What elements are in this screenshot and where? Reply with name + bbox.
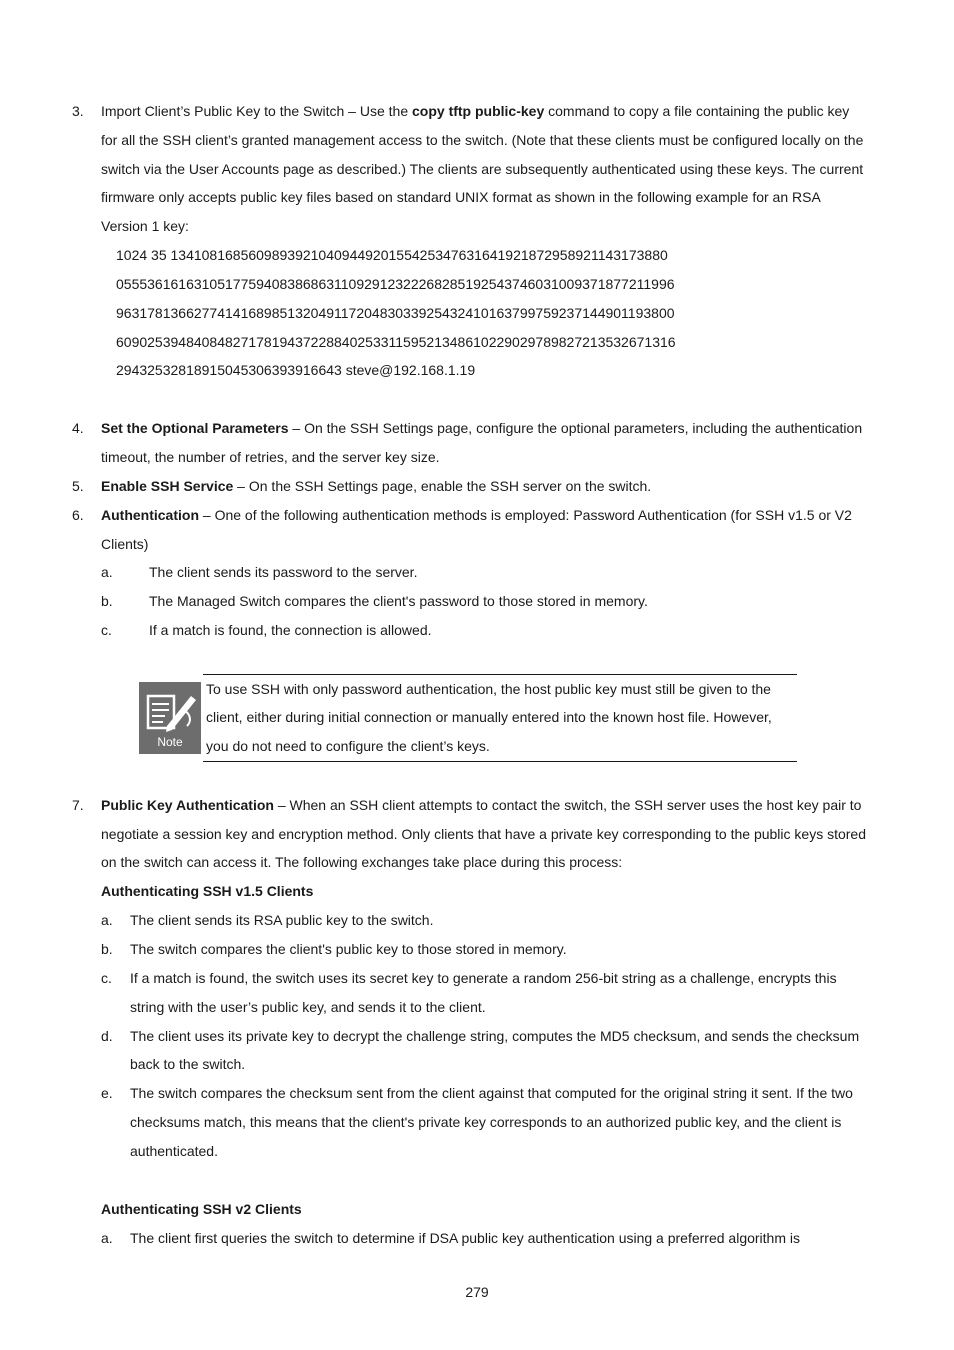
list-letter: c. [101,970,112,986]
list-number: 4. [72,420,84,436]
section-heading: Authenticating SSH v2 Clients [101,1201,302,1217]
list-item: The client sends its password to the server. [149,564,418,580]
step3-line2: for all the SSH client’s granted management access to the switch. (Note that these clients must be configured locally on the [101,132,864,148]
note-top-rule [203,674,797,675]
list-item: The client sends its RSA public key to the switch. [130,912,434,928]
note-bottom-rule [203,761,797,762]
step7-line2: negotiate a session key and encryption method. Only clients that have a private key corresponding to the public keys stored [101,826,866,842]
step5-line1: Enable SSH Service – On the SSH Settings page, enable the SSH server on the switch. [101,478,652,494]
list-item: The Managed Switch compares the client's password to those stored in memory. [149,593,648,609]
note-text: client, either during initial connection or manually entered into the known host file. However, [206,709,772,725]
command-name: copy tftp public-key [412,103,545,119]
list-letter: b. [101,941,113,957]
public-key-line: 29432532818915045306393916643 steve@192.168.1.19 [116,362,476,378]
list-item-continued: checksums match, this means that the client's private key corresponds to an authorized public key, and the client is [130,1114,842,1130]
list-item: If a match is found, the connection is allowed. [149,622,432,638]
public-key-line: 0555361616310517759408386863110929123222682851925437460310093718772119​96 [116,276,675,292]
step3-line5: Version 1 key: [101,218,189,234]
note-text: you do not need to configure the client’s keys. [206,738,490,754]
list-letter: a. [101,564,113,580]
list-item-continued: authenticated. [130,1143,218,1159]
list-item: The switch compares the checksum sent from the client against that computed for the original string it sent. If the two [130,1085,853,1101]
list-number: 5. [72,478,84,494]
step7-line1: Public Key Authentication – When an SSH client attempts to contact the switch, the SSH server uses the host key pair to [101,797,862,813]
public-key-line: 1024 35 134108168560989392104094492015542534763164192187295892114317388​0 [116,247,668,263]
list-letter: d. [101,1028,113,1044]
list-letter: c. [101,622,112,638]
list-letter: a. [101,1230,113,1246]
step6-line2: Clients) [101,536,149,552]
list-item: The client uses its private key to decrypt the challenge string, computes the MD5 checksum, and sends the checksum [130,1028,860,1044]
page-number: 279 [465,1284,489,1300]
step7-line3: on the switch can access it. The following exchanges take place during this process: [101,854,623,870]
step3-line1: Import Client’s Public Key to the Switch – Use the copy tftp public-key command to copy a file containing the public key [101,103,850,119]
list-item: The switch compares the client's public key to those stored in memory. [130,941,567,957]
note-icon [139,682,201,754]
step6-line1: Authentication – One of the following authentication methods is employed: Password Authentication (for SSH v1.5 or V2 [101,507,852,523]
step3-line3: switch via the User Accounts page as described.) The clients are subsequently authenticated using these keys. The current [101,161,864,177]
note-text: To use SSH with only password authentication, the host public key must still be given to the [206,681,771,697]
step4-line2: timeout, the number of retries, and the server key size. [101,449,440,465]
section-heading: Authenticating SSH v1.5 Clients [101,883,314,899]
list-item: If a match is found, the switch uses its secret key to generate a random 256-bit string as a challenge, encrypts this [130,970,837,986]
list-item: The client first queries the switch to determine if DSA public key authentication using a preferred algorithm is [130,1230,800,1246]
list-number: 6. [72,507,84,523]
list-number: 3. [72,103,84,119]
list-item-continued: string with the user’s public key, and sends it to the client. [130,999,486,1015]
public-key-line: 6090253948408482717819437228840253311595213486102290297898272135326713​16 [116,334,676,350]
list-letter: b. [101,593,113,609]
list-letter: a. [101,912,113,928]
public-key-line: 9631781366277414168985132049117204830339254324101637997592371449011938​00 [116,305,675,321]
svg-text:Note: Note [157,735,183,749]
list-number: 7. [72,797,84,813]
list-item-continued: back to the switch. [130,1056,246,1072]
step3-line4: firmware only accepts public key files based on standard UNIX format as shown in the following example for an RSA [101,189,821,205]
list-letter: e. [101,1085,113,1101]
step4-line1: Set the Optional Parameters – On the SSH Settings page, configure the optional parameters, including the authentication [101,420,863,436]
